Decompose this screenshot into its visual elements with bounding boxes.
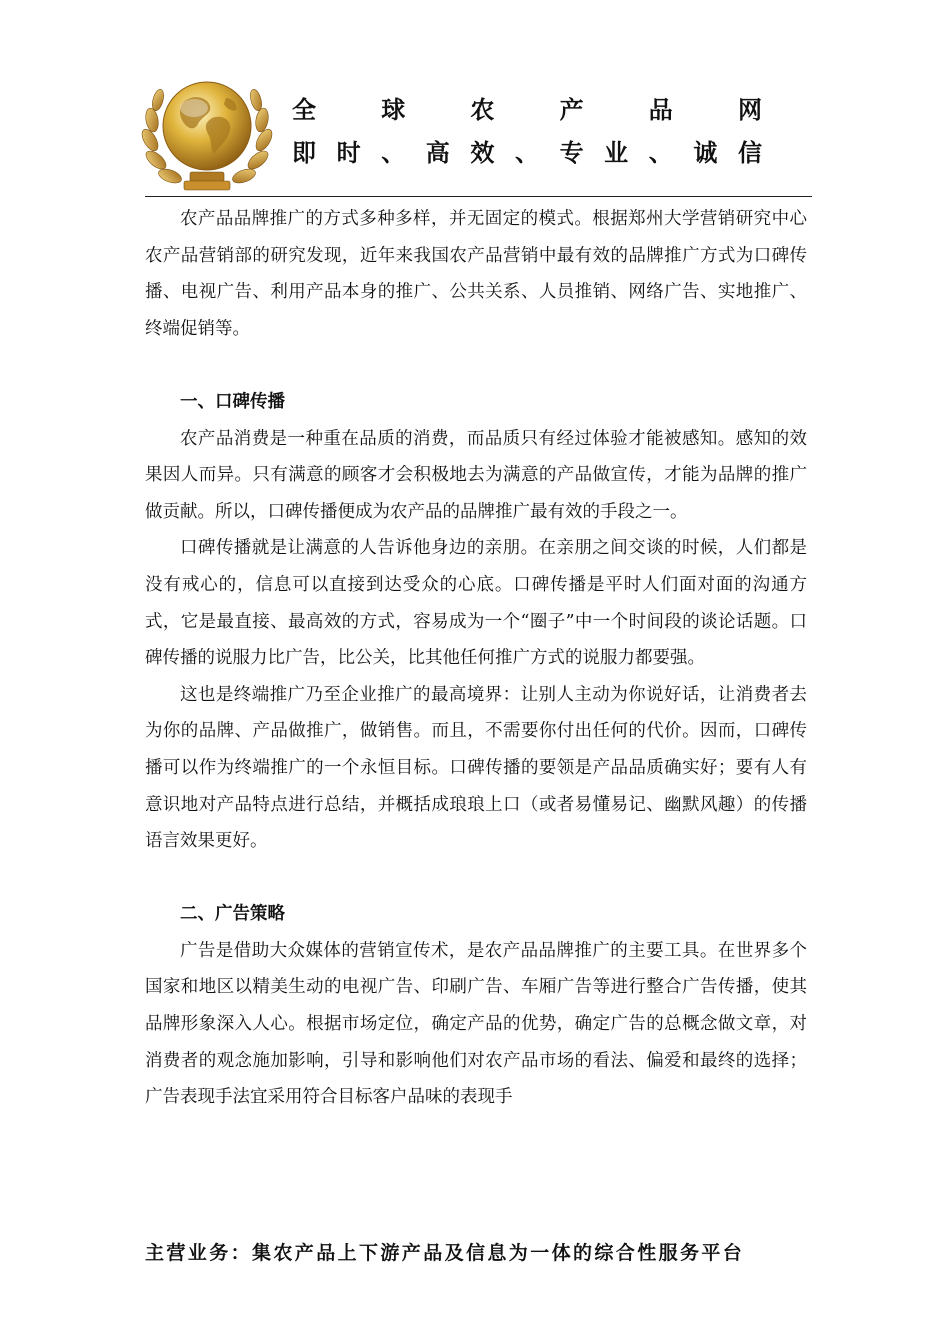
document-body <box>145 201 807 1116</box>
page-header <box>0 0 950 200</box>
slogan-char: 专 <box>559 139 584 167</box>
body-paragraph: 农产品消费是一种重在品质的消费，而品质只有经过体验才能被感知。感知的效果因人而异。只有满意的顾客才会积极地去为满意的产品做宣传，才能为品牌的推广做贡献。所以，口碑传播便成为农产品的品牌推广最有效的手段之一。 <box>145 428 807 522</box>
slogan-char: 品 <box>648 96 673 124</box>
slogan-char: 高 <box>425 139 450 167</box>
slogan-title <box>292 90 762 125</box>
section-spacer <box>145 860 807 897</box>
body-paragraph: 广告是借助大众媒体的营销宣传术，是农产品品牌推广的主要工具。在世界多个国家和地区以精美生动的电视广告、印刷广告、车厢广告等进行整合广告传播，使其品牌形象深入人心。根据市场定位，确定产品的优势，确定广告的总概念做文章，对消费者的观念施加影响，引导和影响他们对农产品市场的看法、偏爱和最终的选择；广告表现手法宜采用符合目标客户品味的表现手 <box>145 940 807 1108</box>
slogan-char: 网 <box>737 96 762 124</box>
slogan-char: 产 <box>559 96 584 124</box>
body-paragraph: 这也是终端推广乃至企业推广的最高境界：让别人主动为你说好话，让消费者去为你的品牌、产品做推广，做销售。而且，不需要你付出任何的代价。因而，口碑传播可以作为终端推广的一个永恒目标。口碑传播的要领是产品品质确实好；要有人有意识地对产品特点进行总结，并概括成琅琅上口（或者易懂易记、幽默风趣）的传播语言效果更好。 <box>145 684 807 852</box>
slogan-char: 诚 <box>693 139 718 167</box>
golden-globe-laurel-logo <box>138 68 276 194</box>
section-heading-word-of-mouth: 一、口碑传播 <box>180 391 285 412</box>
slogan-char: 农 <box>470 96 495 124</box>
slogan-char: 、 <box>648 139 673 167</box>
intro-paragraph: 农产品品牌推广的方式多种多样，并无固定的模式。根据郑州大学营销研究中心农产品营销部的研究发现，近年来我国农产品营销中最有效的品牌推广方式为口碑传播、电视广告、利用产品本身的推广、公共关系、人员推销、网络广告、实地推广、终端促销等。 <box>145 209 807 339</box>
slogan-char: 球 <box>381 96 406 124</box>
slogan-char: 业 <box>604 139 629 167</box>
slogan-char: 全 <box>292 96 316 124</box>
slogan-char: 即 <box>292 139 316 167</box>
slogan-subtitle <box>292 133 762 168</box>
slogan-char: 时 <box>336 139 361 167</box>
header-divider <box>145 196 812 197</box>
slogan-char: 、 <box>514 139 539 167</box>
slogan-char: 效 <box>470 139 495 167</box>
section-spacer <box>145 347 807 384</box>
section-heading-advertising: 二、广告策略 <box>180 904 285 925</box>
slogan-char: 信 <box>737 139 762 167</box>
slogan-char: 、 <box>381 139 406 167</box>
page-footer-business-scope: 主营业务：集农产品上下游产品及信息为一体的综合性服务平台 <box>145 1242 745 1264</box>
body-paragraph: 口碑传播就是让满意的人告诉他身边的亲朋。在亲朋之间交谈的时候，人们都是没有戒心的，信息可以直接到达受众的心底。口碑传播是平时人们面对面的沟通方式，它是最直接、最高效的方式，容易成为一个“圈子”中一个时间段的谈论话题。口碑传播的说服力比广告，比公关，比其他任何推广方式的说服力都要强。 <box>145 538 807 669</box>
